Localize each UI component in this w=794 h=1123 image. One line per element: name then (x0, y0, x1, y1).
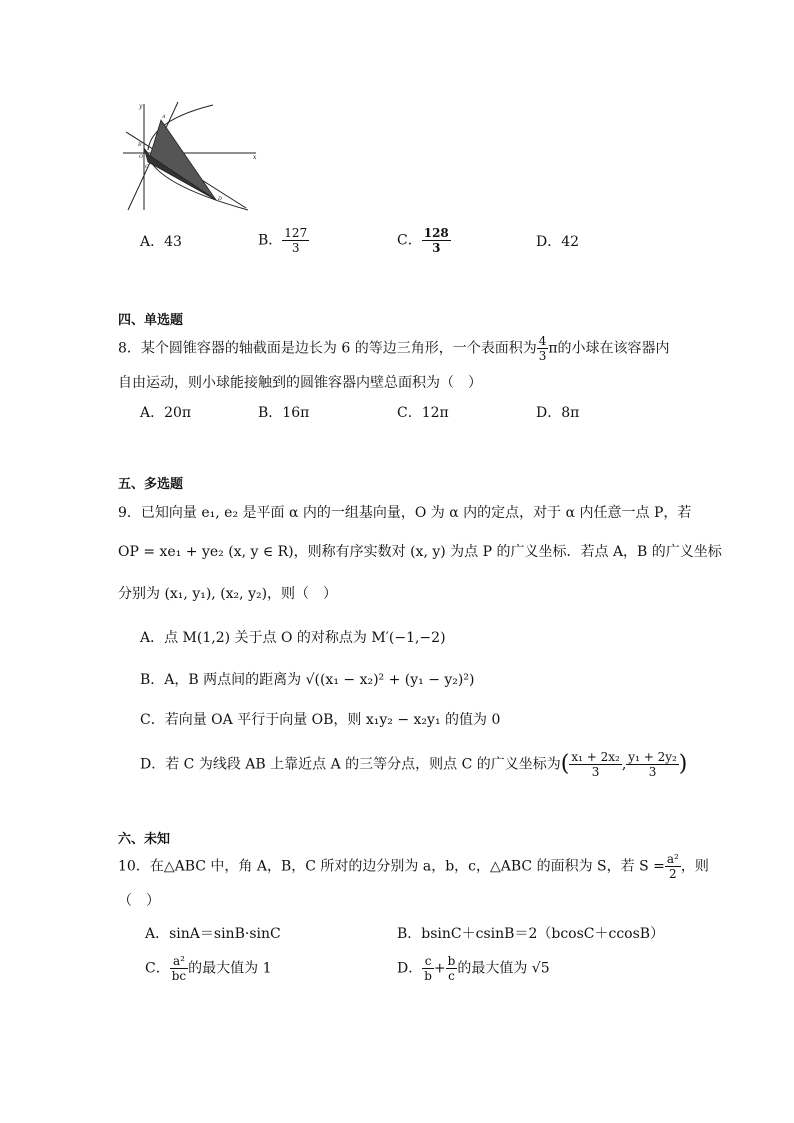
q9-option-c: C．若向量 OA 平行于向量 OB，则 x₁y₂ − x₂y₁ 的值为 0 (140, 712, 501, 728)
q7-option-b-den: 3 (291, 241, 300, 255)
q10-option-d-frac-2 (446, 954, 458, 983)
q8-frac-den: 3 (538, 349, 547, 363)
q7-option-b-prefix: B． (258, 232, 283, 249)
q8-option-d: D．8π (536, 405, 580, 421)
q10-frac-num: a² (666, 852, 679, 866)
section-5-title: 五、多选题 (118, 477, 184, 492)
q9-option-d-f2-den: 3 (648, 765, 657, 779)
q9-option-d-f1-den: 3 (591, 765, 600, 779)
q10-option-b: B．bsinC＋csinB＝2（bcosC＋ccosB） (397, 926, 665, 942)
q8-option-a: A．20π (140, 405, 192, 421)
q8-line-2: 自由运动，则小球能接触到的圆锥容器内壁总面积为（ ） (118, 375, 482, 391)
q9-option-d-f1-num: x₁ + 2x₂ (571, 750, 620, 764)
axis-label-y: y (139, 103, 143, 110)
q10-option-d (397, 954, 550, 983)
q7-option-c-prefix: C． (397, 232, 422, 249)
q8-fraction (537, 334, 549, 363)
q10-option-d-frac-1 (422, 954, 434, 983)
q8-option-c: C．12π (397, 405, 449, 421)
q10-line-1 (118, 852, 709, 881)
q7-option-a: A．43 (140, 234, 182, 250)
q10-option-c-prefix: C． (145, 960, 170, 977)
q7-option-c-num: 128 (423, 226, 449, 240)
q10-option-a: A．sinA＝sinB·sinC (145, 926, 281, 942)
q7-option-c (397, 226, 451, 255)
q8-text-2: π的小球在该容器内 (548, 340, 670, 357)
q7-option-c-fraction (422, 226, 451, 255)
label-o: O (139, 154, 144, 160)
q8-option-b: B．16π (258, 405, 310, 421)
shaded-triangle (150, 120, 216, 200)
q7-option-b-fraction (282, 226, 309, 255)
q8-line-1 (118, 334, 670, 363)
q9-line-1: 9．已知向量 e₁, e₂ 是平面 α 内的一组基向量，O 为 α 内的定点，对于 α 内任意一点 P，若 (118, 505, 692, 521)
q10-option-d-suffix: 的最大值为 √5 (457, 960, 550, 977)
q7-option-c-den: 3 (432, 241, 441, 255)
axis-label-x: x (253, 154, 257, 161)
q10-option-c-suffix: 的最大值为 1 (188, 960, 272, 977)
q10-option-d-plus: + (433, 960, 446, 977)
label-d: D (218, 196, 223, 202)
label-c: C (145, 164, 149, 170)
q10-option-c-fraction (170, 954, 188, 983)
q10-option-d-f2-num: b (447, 954, 456, 968)
q10-option-d-f2-den: c (448, 969, 455, 983)
label-a: A (162, 114, 166, 120)
q10-text-2: ，则 (680, 858, 709, 875)
q9-option-d-f2-num: y₁ + 2y₂ (628, 750, 677, 764)
q7-option-b-num: 127 (284, 226, 308, 240)
q10-frac-den: 2 (669, 867, 677, 881)
q7-figure (118, 100, 268, 215)
q10-fraction (665, 852, 681, 881)
q7-option-b (258, 226, 309, 255)
q10-option-d-f1-den: b (424, 969, 432, 983)
q9-option-b: B．A，B 两点间的距离为 √((x₁ − x₂)² + (y₁ − y₂)²) (140, 672, 475, 688)
q9-option-d-text: D．若 C 为线段 AB 上靠近点 A 的三等分点，则点 C 的广义坐标为 (140, 756, 561, 773)
q9-line-2: OP = xe₁ + ye₂ (x, y ∈ R)，则称有序实数对 (x, y) 为点 P 的广义坐标．若点 A，B 的广义坐标 (118, 544, 722, 560)
q9-option-a: A．点 M(1,2) 关于点 O 的对称点为 M′(−1,−2) (140, 630, 446, 646)
q10-option-c-num: a² (170, 954, 188, 969)
section-4-title: 四、单选题 (118, 313, 184, 328)
q7-option-d: D．42 (536, 234, 580, 250)
q9-option-d-frac-2 (626, 750, 679, 779)
q10-option-d-prefix: D． (397, 960, 423, 977)
q10-option-d-f1-num: c (422, 954, 434, 969)
q9-option-d: D．若 C 为线段 AB 上靠近点 A 的三等分点，则点 C 的广义坐标为( $\frac{\text{x₁ + 2x₂}}{3}$ , $\frac{\text{y₁ + 2y₂}}{3}$ ) (140, 750, 688, 779)
q9-line-3: 分别为 (x₁, y₁), (x₂, y₂)，则（ ） (118, 586, 338, 602)
q8-frac-num: 4 (538, 334, 547, 348)
q9-option-d-frac-1 (569, 750, 621, 779)
q8-text-1: 8．某个圆锥容器的轴截面是边长为 6 的等边三角形，一个表面积为 (118, 340, 537, 357)
q10-line-2: （ ） (118, 893, 160, 909)
q10-option-c (145, 954, 271, 983)
q10-text-1: 10．在△ABC 中，角 A，B，C 所对的边分别为 a，b，c，△ABC 的面积为 S，若 S = (118, 858, 665, 875)
q10-option-c-den: bc (171, 969, 187, 983)
label-b: B (138, 142, 142, 148)
section-6-title: 六、未知 (118, 832, 171, 847)
